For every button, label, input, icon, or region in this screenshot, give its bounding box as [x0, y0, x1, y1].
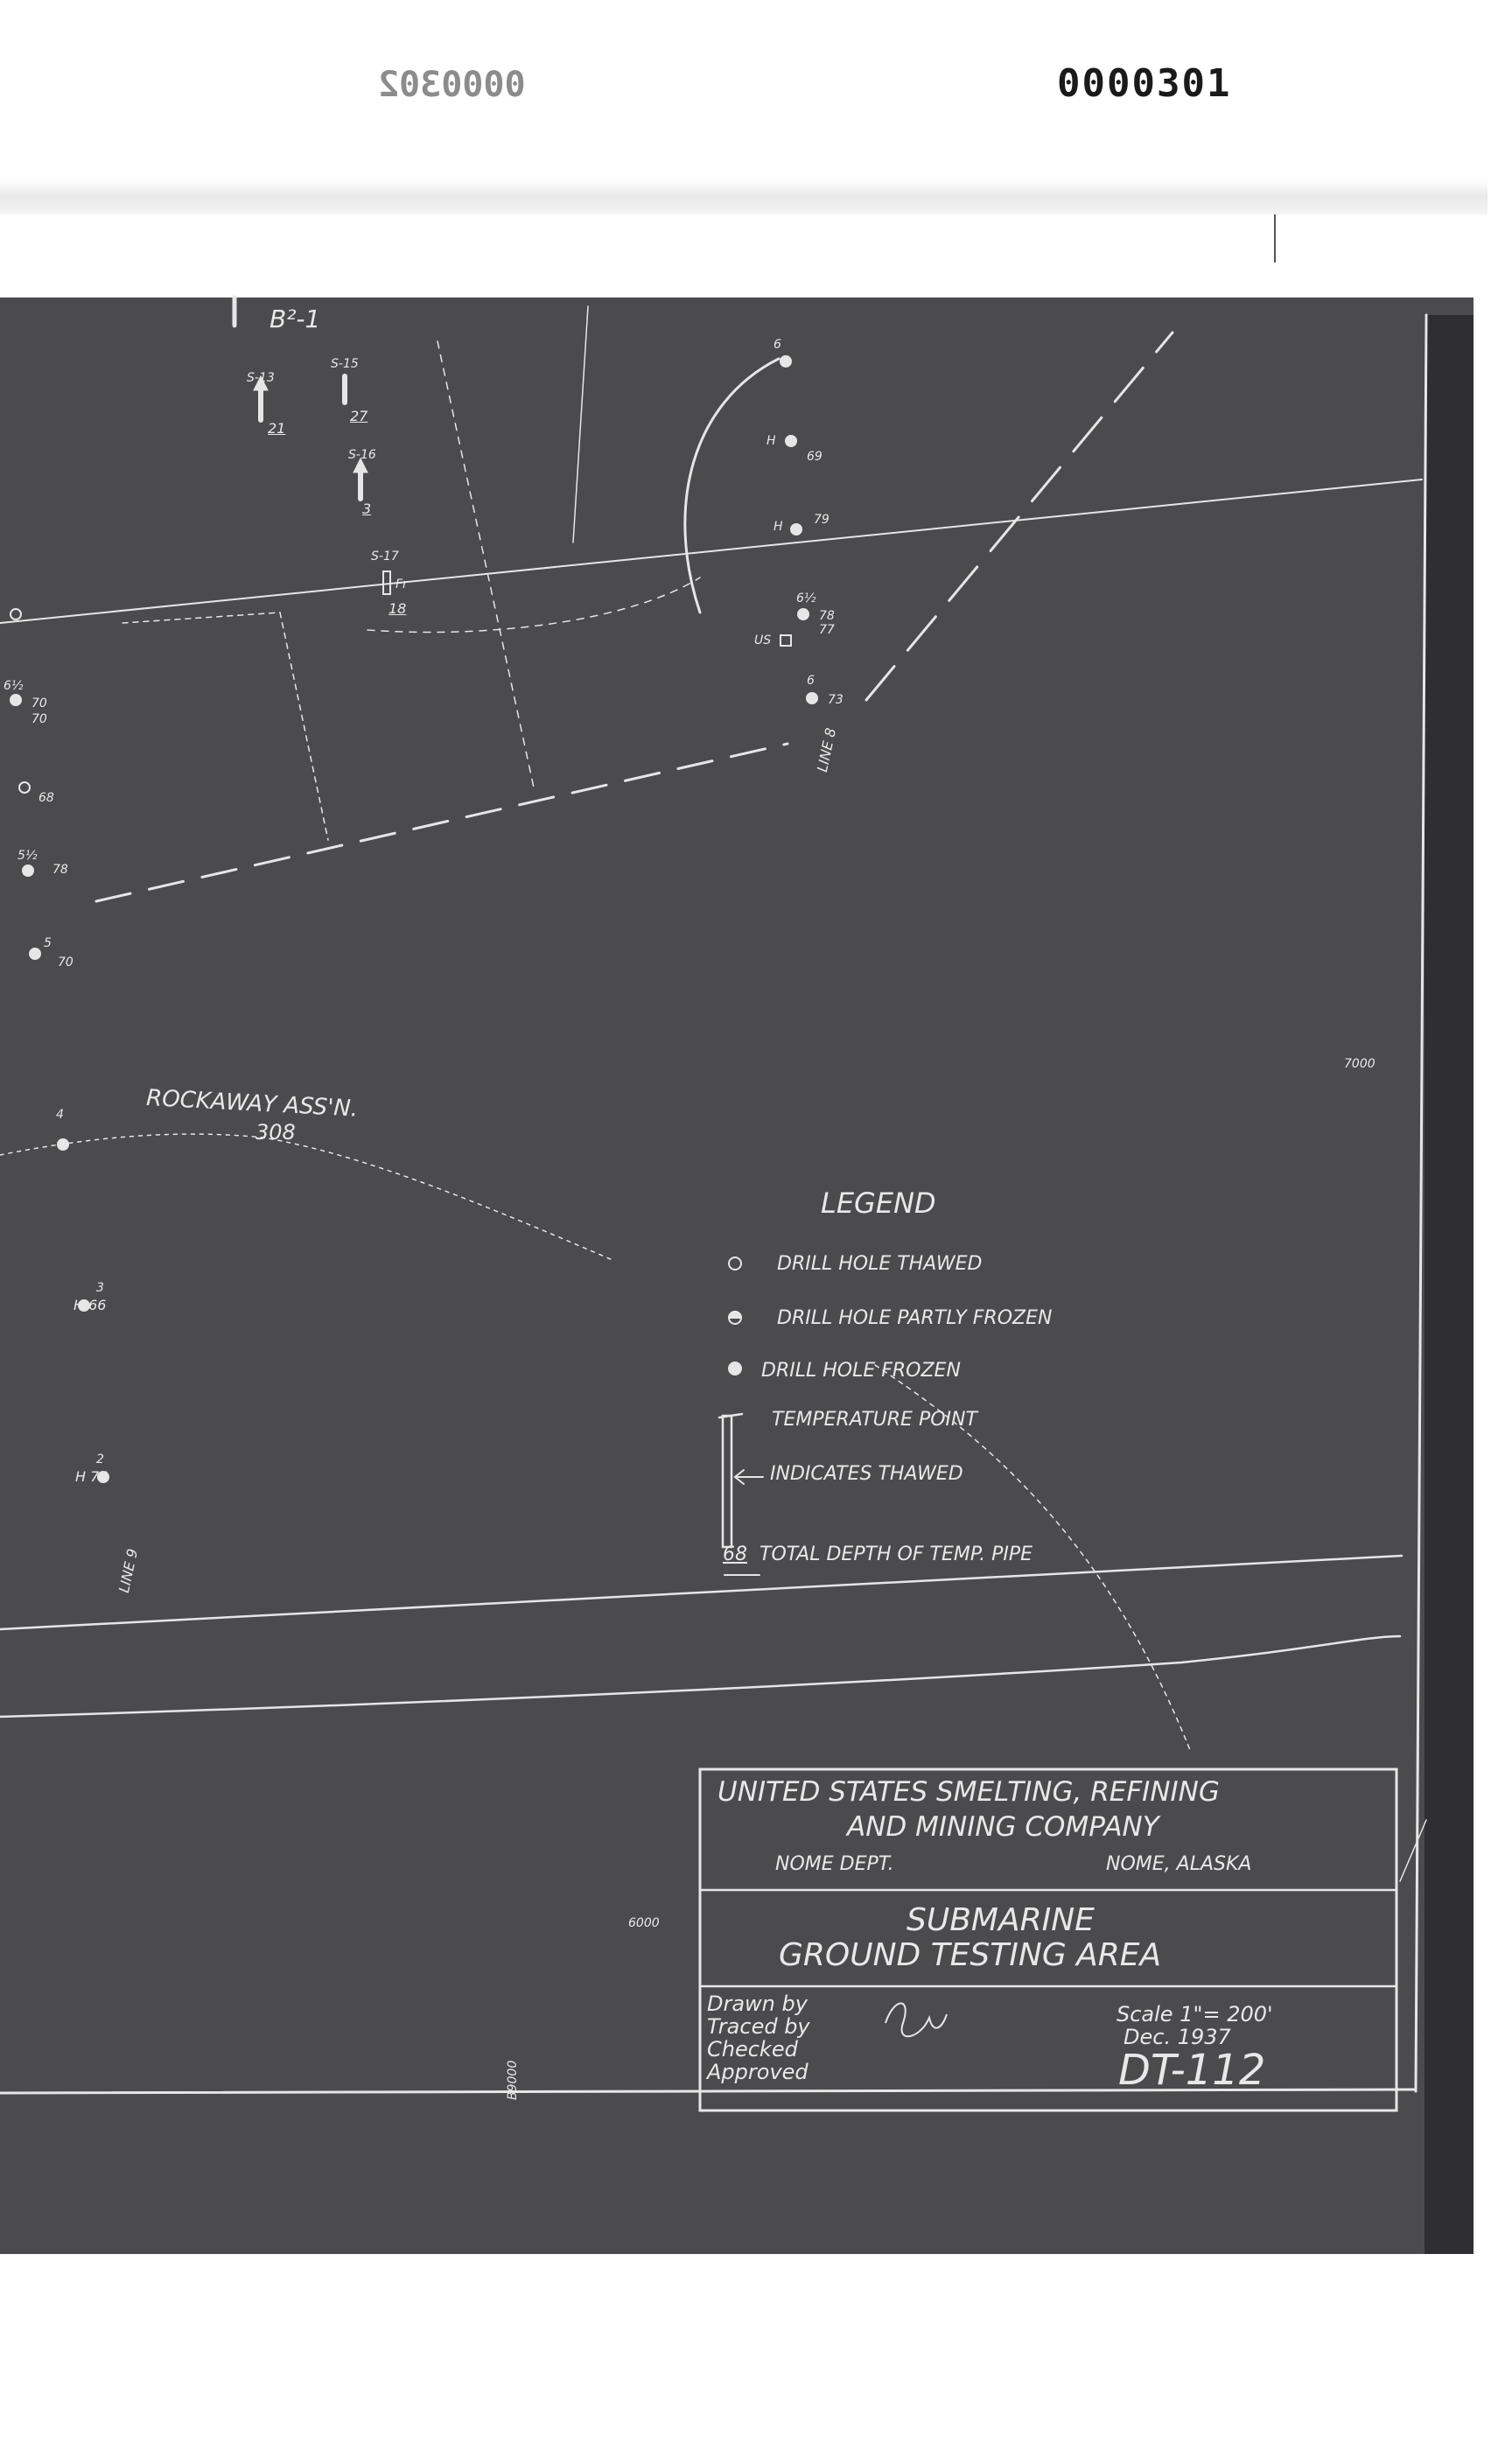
label-rh1: H: [766, 434, 776, 448]
department: NOME DEPT.: [775, 1853, 894, 1875]
label-s16: S-16: [348, 448, 376, 462]
label-line-9: LINE 9: [116, 1547, 142, 1594]
dash-c: [438, 341, 534, 788]
label-v70b: 70: [32, 712, 47, 726]
label-s15: S-15: [331, 357, 359, 371]
label-v73: 73: [828, 693, 844, 707]
label-r512: 5½: [18, 849, 38, 863]
curve-road: [685, 359, 779, 612]
legend-item-temperature-point: TEMPERATURE POINT: [772, 1409, 977, 1431]
label-r6b: 6: [807, 674, 815, 688]
survey-line-upper: [0, 480, 1422, 623]
label-r612: 6½: [796, 592, 816, 606]
label-r3: 3: [96, 1281, 104, 1295]
company-line-1: UNITED STATES SMELTING, REFINING: [718, 1776, 1220, 1808]
drawing-title-line-2: GROUND TESTING AREA: [779, 1937, 1162, 1973]
date: Dec. 1937: [1124, 2025, 1231, 2049]
label-s17: S-17: [371, 550, 399, 564]
scale: Scale 1"= 200': [1116, 2002, 1273, 2026]
dash-b: [280, 612, 328, 840]
filled-circle-icon: [729, 1362, 741, 1375]
company-line-2: AND MINING COMPANY: [847, 1811, 1159, 1843]
survey-line-lower: [0, 1556, 1402, 1629]
drawing-number: DT-112: [1118, 2046, 1266, 2095]
rockaway-boundary: [0, 1134, 612, 1260]
dash-a: [122, 612, 280, 623]
checked-label: Checked: [707, 2037, 798, 2062]
label-v78: 78: [819, 609, 835, 623]
label-v70c: 70: [58, 956, 74, 970]
label-grid-7000: 7000: [1344, 1057, 1376, 1071]
legend-item-partly-frozen: DRILL HOLE PARTLY FROZEN: [777, 1307, 1053, 1329]
temp-pipe-icon: [723, 1416, 732, 1547]
label-rh2: H: [774, 520, 783, 534]
legend-item-indicates-thawed: INDICATES THAWED: [770, 1463, 963, 1485]
approved-label: Approved: [707, 2060, 808, 2084]
drill-hole-frozen: [780, 356, 791, 367]
legend-title: LEGEND: [821, 1186, 936, 1220]
signature-mark: [886, 2004, 947, 2037]
label-h74: H 74: [75, 1468, 108, 1485]
legend-item-thawed: DRILL HOLE THAWED: [777, 1253, 983, 1275]
thin-line: [573, 306, 588, 542]
label-rockaway: ROCKAWAY ASS'N.: [145, 1085, 359, 1123]
label-rockaway-number: 308: [256, 1120, 296, 1144]
traced-by-label: Traced by: [707, 2014, 810, 2039]
label-r612b: 6½: [4, 679, 24, 693]
label-s17-depth: 18: [388, 600, 407, 617]
label-s13-depth: 21: [268, 420, 286, 437]
legend-depth-number: 68: [723, 1544, 747, 1565]
label-s16-depth: 3: [362, 500, 372, 517]
label-v69: 69: [807, 450, 822, 464]
label-b1: B²-1: [270, 304, 321, 333]
label-line-8: LINE 8: [814, 726, 840, 774]
shoreline: [0, 1636, 1400, 1717]
label-r4: 4: [56, 1108, 64, 1122]
label-h66: H 66: [74, 1297, 107, 1313]
label-v70a: 70: [32, 696, 47, 710]
drawing-title-line-1: SUBMARINE: [906, 1902, 1095, 1938]
label-s17-fr: Fr: [396, 578, 408, 592]
label-us: US: [754, 634, 772, 648]
line-8-dashed: [866, 332, 1172, 700]
document-number: 0000301: [1057, 61, 1232, 106]
edge-tick: [1400, 1820, 1426, 1881]
claim-line-dashed: [96, 744, 788, 901]
label-grid-bottom: B9000: [506, 2060, 520, 2100]
open-circle-icon: [729, 1257, 741, 1270]
label-s13: S-13: [247, 371, 275, 385]
mirrored-document-number: 0000302: [378, 65, 526, 105]
label-v79: 79: [814, 513, 830, 527]
label-r6: 6: [774, 338, 781, 352]
label-r5: 5: [44, 936, 52, 950]
location: NOME, ALASKA: [1106, 1853, 1252, 1875]
label-grid-6000: 6000: [628, 1916, 660, 1930]
dash-d: [368, 578, 700, 633]
label-v77: 77: [819, 623, 835, 637]
label-v68: 68: [38, 791, 54, 805]
label-s15-depth: 27: [350, 408, 368, 424]
legend-item-frozen: DRILL HOLE FROZEN: [761, 1360, 961, 1382]
label-r2: 2: [96, 1452, 104, 1466]
drawn-by-label: Drawn by: [707, 1992, 808, 2016]
label-v78b: 78: [52, 863, 68, 877]
legend-depth-text: TOTAL DEPTH OF TEMP. PIPE: [760, 1544, 1032, 1565]
